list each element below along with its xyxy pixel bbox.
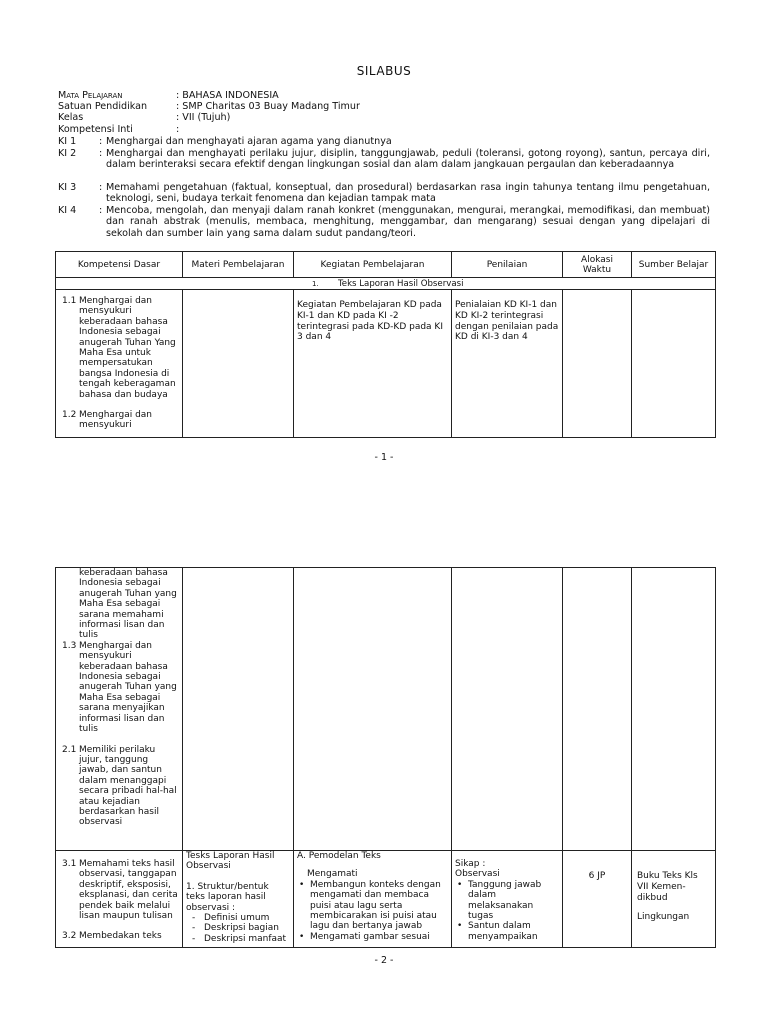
kd-text: Menghargai dan mensyukuri bbox=[79, 410, 153, 431]
header-kompetensi-dasar: Kompetensi Dasar bbox=[56, 252, 183, 278]
kd-cell bbox=[56, 851, 183, 948]
kd-text: Membedakan teks bbox=[79, 931, 162, 942]
table-row bbox=[56, 290, 716, 438]
list-item: - Definisi umum bbox=[186, 913, 290, 923]
meta-value-core-competence: : bbox=[176, 124, 180, 135]
alokasi-cell bbox=[563, 568, 632, 851]
kd-item bbox=[59, 859, 179, 921]
sumber-cell bbox=[632, 568, 716, 851]
ki-text: Menghargai dan menghayati perilaku jujur, disiplin, tanggungjawab, peduli (toleransi, gotong royong), santun, percaya diri, dalam berinteraksi secara efektif dengan lingkungan sosial dan alam dalam jangkauan pergaulan dan keberadaannya bbox=[106, 148, 710, 171]
header-kegiatan: Kegiatan Pembelajaran bbox=[294, 252, 452, 278]
kd-number: 1.1 bbox=[62, 296, 77, 306]
table-header-row bbox=[56, 252, 716, 278]
materi-title: Tesks Laporan Hasil Observasi bbox=[186, 851, 275, 872]
kd-number: 1.3 bbox=[62, 640, 77, 651]
kd-number: 2.1 bbox=[62, 744, 77, 755]
header-materi: Materi Pembelajaran bbox=[183, 252, 294, 278]
kegiatan-list bbox=[297, 880, 448, 942]
materi-list bbox=[186, 913, 290, 944]
penilaian-text: Penialaian KD KI-1 dan KD KI-2 terintegrasi dengan penilaian pada KD di KI-3 dan 4 bbox=[455, 300, 559, 343]
kd-number: 1.2 bbox=[62, 410, 77, 421]
syllabus-table-page-2 bbox=[55, 567, 716, 948]
kd-number: 3.1 bbox=[62, 859, 77, 869]
page-number: - 2 - bbox=[374, 955, 394, 966]
materi-subtitle: 1. Struktur/bentuk teks laporan hasil observasi : bbox=[186, 881, 269, 913]
penilaian-subtitle: Observasi bbox=[455, 869, 500, 880]
section-title: Teks Laporan Hasil Observasi bbox=[338, 278, 464, 289]
meta-label-class: Kelas bbox=[58, 112, 84, 123]
section-number: 1. bbox=[312, 279, 319, 288]
kegiatan-cell bbox=[294, 851, 452, 948]
meta-value-class: : VII (Tujuh) bbox=[176, 112, 231, 123]
ki-code: KI 1 bbox=[58, 136, 77, 147]
ki-colon: : bbox=[99, 182, 103, 193]
meta-label-school: Satuan Pendidikan bbox=[58, 101, 148, 112]
kd-text: Memiliki perilaku jujur, tanggung jawab, dan santun dalam menanggapi secara pribadi hal-hal atau kejadian berdasarkan hasil observasi bbox=[79, 744, 177, 828]
materi-cell bbox=[183, 290, 294, 438]
document-title: SILABUS bbox=[356, 64, 412, 78]
kd-item bbox=[59, 745, 179, 828]
meta-value-subject: : BAHASA INDONESIA bbox=[176, 90, 279, 101]
kd-text: Menghargai dan mensyukuri keberadaan bahasa Indonesia sebagai anugerah Tuhan yang Maha Esa sebagai sarana menyajikan informasi lisan dan tulis bbox=[79, 640, 177, 735]
meta-label-subject: Mata Pelajaran bbox=[58, 90, 123, 101]
meta-label-core-competence: Kompetensi Inti bbox=[58, 124, 133, 135]
sumber-item: Lingkungan bbox=[637, 912, 690, 922]
header-penilaian: Penilaian bbox=[452, 252, 563, 278]
ki-text: Menghargai dan menghayati ajaran agama yang dianutnya bbox=[106, 136, 392, 147]
ki-code: KI 4 bbox=[58, 205, 77, 216]
sumber-cell bbox=[632, 290, 716, 438]
kd-text: Memahami teks hasil observasi, tanggapan deskriptif, eksposisi, eksplanasi, dan cerita pendek baik melalui lisan maupun tulisan bbox=[79, 859, 178, 922]
meta-value-school: : SMP Charitas 03 Buay Madang Timur bbox=[176, 101, 360, 112]
kd-text: keberadaan bahasa Indonesia sebagai anugerah Tuhan yang Maha Esa sebagai sarana memahami informasi lisan dan tulis bbox=[79, 568, 177, 641]
section-title-row bbox=[56, 278, 716, 290]
alokasi-value: 6 JP bbox=[588, 871, 606, 881]
kd-number: 3.2 bbox=[62, 931, 77, 942]
ki-code: KI 2 bbox=[58, 148, 77, 159]
section-title-cell bbox=[56, 278, 716, 290]
penilaian-cell bbox=[452, 290, 563, 438]
kd-text: Menghargai dan mensyukuri keberadaan bahasa Indonesia sebagai anugerah Tuhan Yang Maha Esa untuk mempersatukan bangsa Indonesia di tengah keberagaman bahasa dan budaya bbox=[79, 296, 176, 400]
kegiatan-cell bbox=[294, 290, 452, 438]
sumber-cell bbox=[632, 851, 716, 948]
list-item: - Deskripsi bagian bbox=[186, 923, 290, 933]
sumber-item: Buku Teks Kls VII Kemen-dikbud bbox=[637, 871, 698, 903]
list-item: • Tanggung jawab dalam melaksanakan tugas bbox=[455, 880, 559, 922]
penilaian-cell bbox=[452, 851, 563, 948]
kd-item bbox=[59, 410, 179, 431]
kegiatan-cell bbox=[294, 568, 452, 851]
table-row bbox=[56, 568, 716, 851]
ki-text: Memahami pengetahuan (faktual, konseptual, dan prosedural) berdasarkan rasa ingin tahunya tentang ilmu pengetahuan, teknologi, seni, budaya terkait fenomena dan kejadian tampak mata bbox=[106, 182, 710, 205]
kd-cell bbox=[56, 568, 183, 851]
kegiatan-text: Kegiatan Pembelajaran KD pada KI-1 dan KD pada KI -2 terintegrasi pada KD-KD pada KI 3 dan 4 bbox=[297, 300, 443, 343]
ki-text: Mencoba, mengolah, dan menyaji dalam ranah konkret (menggunakan, mengurai, merangkai, memodifikasi, dan membuat) dan ranah abstrak (menulis, membaca, menghitung, menggambar, dan mengarang) sesuai dengan yang dipelajari di sekolah dan sumber lain yang sama dalam sudut pandang/teori. bbox=[106, 205, 710, 239]
list-item: - Deskripsi manfaat bbox=[186, 934, 290, 944]
list-item: • Santun dalam menyampaikan bbox=[455, 921, 559, 942]
page-number: - 1 - bbox=[374, 452, 394, 463]
kd-item bbox=[59, 568, 179, 641]
list-item: • Membangun konteks dengan mengamati dan membaca puisi atau lagu serta membicarakan isi puisi atau lagu dan bertanya jawab bbox=[297, 880, 448, 932]
header-sumber: Sumber Belajar bbox=[632, 252, 716, 278]
penilaian-list bbox=[455, 880, 559, 942]
ki-code: KI 3 bbox=[58, 182, 77, 193]
header-alokasi: Alokasi Waktu bbox=[563, 252, 632, 278]
kd-cell bbox=[56, 290, 183, 438]
ki-colon: : bbox=[99, 136, 103, 147]
penilaian-title: Sikap : bbox=[455, 859, 486, 869]
table-row bbox=[56, 851, 716, 948]
kegiatan-title: A. Pemodelan Teks bbox=[297, 851, 381, 861]
kd-item bbox=[59, 641, 179, 735]
materi-cell bbox=[183, 851, 294, 948]
ki-colon: : bbox=[99, 205, 103, 216]
syllabus-table-page-1 bbox=[55, 251, 716, 438]
penilaian-cell bbox=[452, 568, 563, 851]
kd-item bbox=[59, 931, 179, 941]
materi-cell bbox=[183, 568, 294, 851]
ki-colon: : bbox=[99, 148, 103, 159]
kegiatan-subtitle: Mengamati bbox=[307, 869, 358, 880]
alokasi-cell bbox=[563, 851, 632, 948]
kd-item bbox=[59, 296, 179, 400]
alokasi-cell bbox=[563, 290, 632, 438]
list-item: • Mengamati gambar sesuai bbox=[297, 932, 448, 942]
